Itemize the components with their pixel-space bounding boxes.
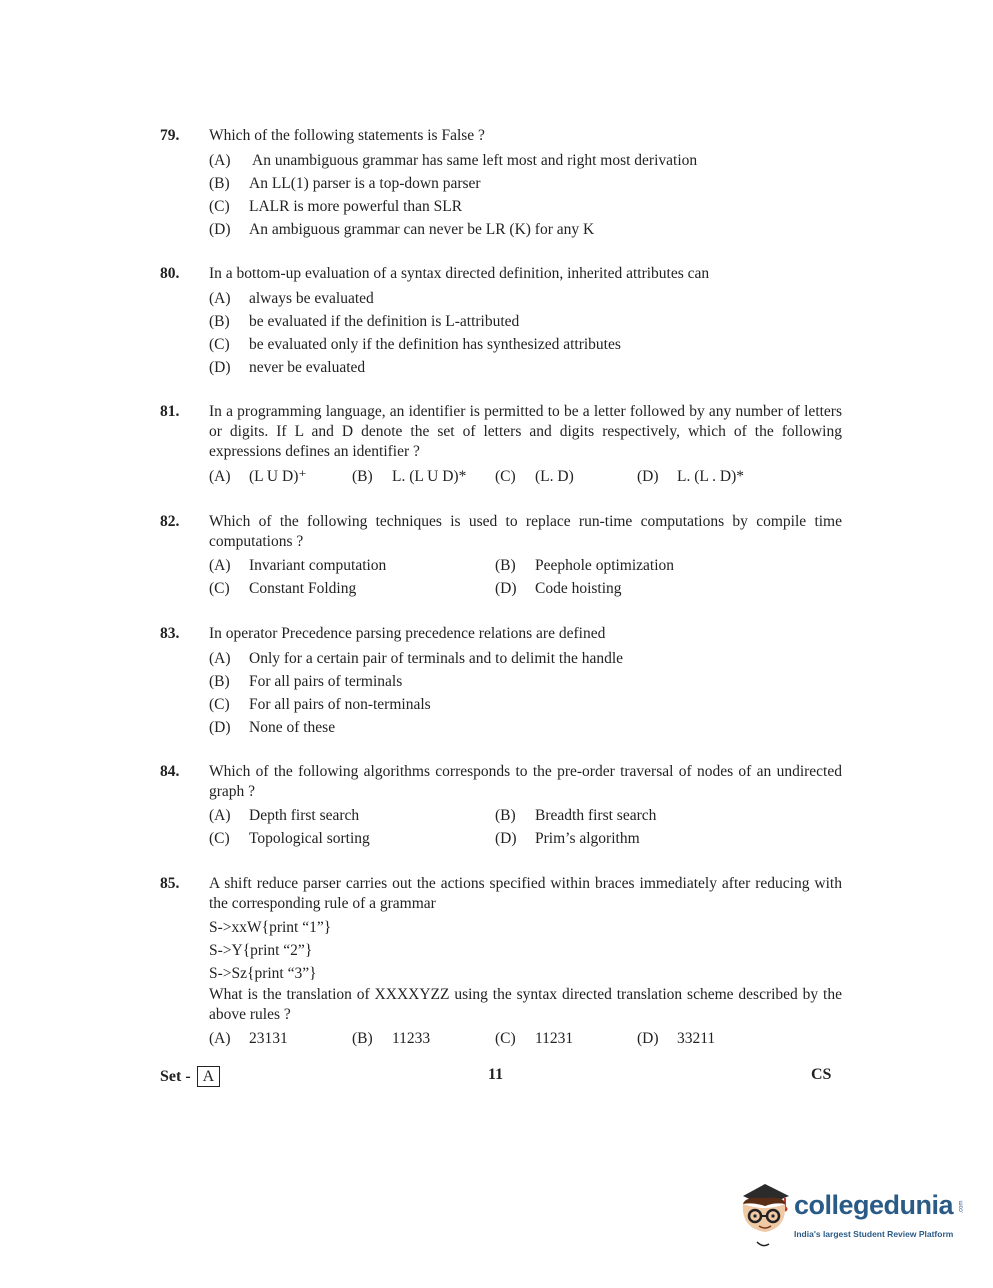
option-a: (A) always be evaluated (209, 290, 374, 307)
page-number: 11 (488, 1066, 504, 1083)
logo-name: collegedunia (794, 1190, 954, 1220)
option-c: (C) For all pairs of non-terminals (209, 696, 431, 713)
grammar-rule: S->Y{print “2”} (209, 942, 313, 959)
question-text: Which of the following techniques is used to replace run-time computations by compile time computations ? (209, 513, 842, 550)
option-c: (C) (L. D) (495, 468, 574, 485)
option-b: (B) L. (L U D)* (352, 468, 467, 485)
question-text: Which of the following algorithms corresponds to the pre-order traversal of nodes of an undirected graph ? (209, 763, 842, 800)
question-79 (160, 126, 842, 241)
option-d: (D) Code hoisting (495, 580, 622, 597)
set-value: A (197, 1066, 221, 1087)
set-label: Set - (160, 1068, 191, 1085)
set-indicator (160, 1066, 220, 1087)
option-a: (A) Invariant computation (209, 557, 387, 574)
options-row (209, 804, 842, 827)
question-number: 79. (160, 127, 180, 144)
question-81 (160, 402, 842, 489)
option-c: (C) LALR is more powerful than SLR (209, 198, 463, 215)
option-b: (B) For all pairs of terminals (209, 673, 403, 690)
question-84 (160, 762, 842, 850)
grammar-rule: S->Sz{print “3”} (209, 965, 317, 982)
option-d: (D) Prim’s algorithm (495, 830, 640, 847)
option-b: (B) Peephole optimization (495, 557, 675, 574)
question-number: 80. (160, 265, 180, 282)
option-c: (C) Topological sorting (209, 830, 370, 847)
options-row (209, 554, 842, 577)
question-text: A shift reduce parser carries out the actions specified within braces immediately after reducing with the corresponding rule of a grammar (209, 875, 842, 912)
option-b: (B) An LL(1) parser is a top-down parser (209, 175, 481, 192)
option-d: (D) never be evaluated (209, 359, 366, 376)
option-c: (C) be evaluated only if the definition has synthesized attributes (209, 336, 621, 353)
logo-suffix: .com (958, 1200, 965, 1214)
option-d: (D) 33211 (637, 1030, 716, 1047)
option-c: (C) Constant Folding (209, 580, 357, 597)
options-row (209, 577, 842, 600)
option-d: (D) L. (L . D)* (637, 468, 745, 485)
question-number: 82. (160, 513, 180, 530)
options-row (209, 1027, 842, 1050)
question-80 (160, 264, 842, 379)
option-b: (B) Breadth first search (495, 807, 657, 824)
option-a: (A) Depth first search (209, 807, 360, 824)
question-text: In a programming language, an identifier is permitted to be a letter followed by any number of letters or digits. If L and D denote the set of letters and digits respectively, which of the following expressions defines an identifier ? (209, 403, 842, 460)
question-number: 85. (160, 875, 180, 892)
question-number: 83. (160, 625, 180, 642)
option-c: (C) 11231 (495, 1030, 574, 1047)
question-82 (160, 512, 842, 600)
question-number: 84. (160, 763, 180, 780)
collegedunia-logo (735, 1182, 965, 1252)
question-text: Which of the following statements is False ? (209, 127, 485, 144)
option-d: (D) None of these (209, 719, 336, 736)
question-text-continued: What is the translation of XXXXYZZ using the syntax directed translation scheme described by the above rules ? (209, 986, 842, 1023)
option-d: (D) An ambiguous grammar can never be LR (K) for any K (209, 221, 595, 238)
question-text: In operator Precedence parsing precedence relations are defined (209, 625, 606, 642)
mascot-icon (735, 1182, 793, 1252)
question-number: 81. (160, 403, 180, 420)
option-a: (A) 23131 (209, 1030, 288, 1047)
options-row (209, 465, 842, 489)
subject-code: CS (811, 1066, 832, 1083)
option-a: (A) An unambiguous grammar has same left most and right most derivation (209, 152, 698, 169)
option-a: (A) (L U D)⁺ (209, 468, 307, 485)
question-83 (160, 624, 842, 739)
question-85 (160, 874, 842, 1050)
options-row (209, 827, 842, 850)
option-a: (A) Only for a certain pair of terminals and to delimit the handle (209, 650, 624, 667)
question-text: In a bottom-up evaluation of a syntax directed definition, inherited attributes can (209, 265, 710, 282)
grammar-rule: S->xxW{print “1”} (209, 919, 332, 936)
option-b: (B) 11233 (352, 1030, 431, 1047)
option-b: (B) be evaluated if the definition is L-attributed (209, 313, 520, 330)
logo-tagline: India's largest Student Review Platform (794, 1229, 954, 1239)
